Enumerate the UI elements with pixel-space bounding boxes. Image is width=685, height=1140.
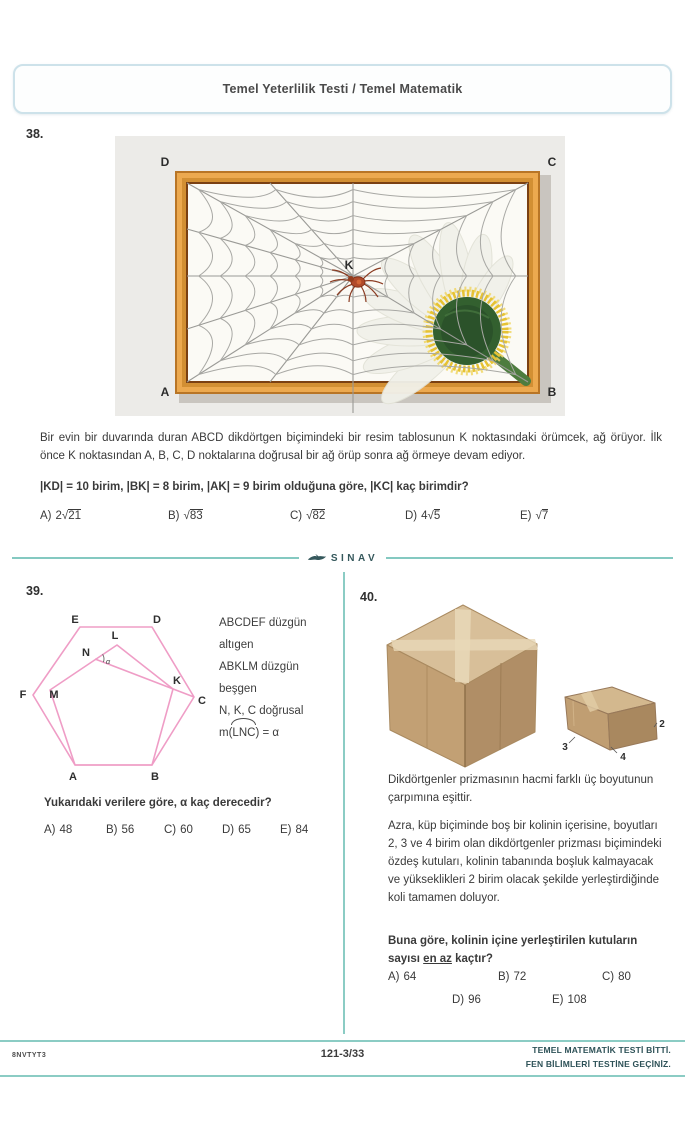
sinav-logo [299,553,386,564]
q38-options [40,509,665,527]
q39-label-d: D [153,614,161,626]
q39-label-b: B [151,771,159,783]
footer-page-number: 121-3/33 [320,1048,365,1060]
bird-icon [307,553,327,563]
footer-line-bottom [0,1075,685,1077]
divider-line-left [12,557,299,559]
q39-given-line: ABCDEF düzgün [219,617,307,629]
q38-option-a: A) 2√21 [40,510,82,522]
footer-line-top [0,1040,685,1042]
q39-label-a: A [69,771,77,783]
q40-dim-depth: 3 [562,742,568,753]
q39-options [44,824,336,842]
large-cube-box [387,605,538,767]
q39-given [219,612,341,744]
q39-number: 39. [26,584,44,598]
footer-note [526,1044,671,1071]
q40-option-d: D) 96 [452,994,481,1006]
q38-option-c: C) √82 [290,510,326,522]
q39-label-alpha: α [105,657,111,666]
q38-label-d: D [160,155,170,169]
page-header [13,64,672,114]
q40-options-row1 [388,971,668,989]
q38-number: 38. [26,127,44,141]
q38-option-d: D) 4√5 [405,510,441,522]
q38-label-k: K [344,258,354,272]
q40-paragraph-2: Azra, küp biçiminde boş bir kolinin içerisine, boyutları 2, 3 ve 4 birim olan dikdörtgenler prizması biçimindeki özdeş kutuları, kolinin tabanında boşluk kalmayacak ve yükseklikleri 2 birim olacak şekilde yerleştirdiğinde koli tamamen doluyor. [388,820,662,905]
q39-given-line: ABKLM düzgün [219,661,299,673]
q38-figure [115,136,565,416]
q38-label-a: A [160,385,170,399]
q38-label-c: C [547,155,557,169]
q40-paragraph-1: Dikdörtgenler prizmasının hacmi farklı üç boyutunun çarpımına eşittir. [388,774,654,805]
q39-label-f: F [19,689,27,701]
q39-label-l: L [111,630,119,642]
q40-option-c: C) 80 [602,971,631,983]
footer-booklet-code: 8NVTYT3 [12,1052,47,1059]
q40-number: 40. [360,590,378,604]
q38-text: Bir evin bir duvarında duran ABCD dikdörtgen biçimindeki bir resim tablosunun K noktasındaki örümcek, ağ örüyor. İlk önce K noktasından A, B, C, D noktalarına doğrusal bir ağ örüp sonra ağ örmeye devam ediyor. [40,432,662,462]
page-title: Temel Yeterlilik Testi / Temel Matematik [222,82,463,96]
q40-question: Buna göre, kolinin içine yerleştirilen kutuların sayısı en az kaçtır? [388,935,638,966]
footer-note-line1: TEMEL MATEMATİK TESTİ BİTTİ. [532,1045,671,1055]
q39-option-d: D) 65 [222,824,251,836]
q38-label-b: B [547,385,557,399]
q40-option-a: A) 64 [388,971,417,983]
q39-label-e: E [71,614,79,626]
underlined-en-az: en az [423,953,452,966]
q40-dim-height: 2 [659,719,665,730]
q38-question: |KD| = 10 birim, |BK| = 8 birim, |AK| = 9 birim olduğuna göre, |KC| kaç birimdir? [40,481,469,493]
section-divider [12,551,673,565]
q40-option-e: E) 108 [552,994,587,1006]
q39-figure [18,598,210,793]
q40-option-b: B) 72 [498,971,527,983]
q39-given-line: altıgen [219,639,254,651]
brand-name: SINAV [330,552,379,564]
q39-formula: m(LNC) = α [219,722,341,744]
q39-option-b: B) 56 [106,824,135,836]
footer-note-line2: FEN BİLİMLERİ TESTİNE GEÇİNİZ. [525,1058,671,1069]
q39-question: Yukarıdaki verilere göre, α kaç derecedir? [44,797,272,809]
alpha-angle-arc [103,654,104,662]
small-box [565,687,657,750]
q39-option-c: C) 60 [164,824,193,836]
divider-line-right [386,557,673,559]
q39-given-line: beşgen [219,683,257,695]
q39-label-c: C [198,695,206,707]
q38-option-e: E) √7 [520,510,549,522]
q40-figure [365,597,680,772]
q39-option-e: E) 84 [280,824,309,836]
q39-label-k: K [173,675,181,687]
q39-label-m: M [49,689,59,701]
q39-label-n: N [82,647,90,659]
pentagon-abklm [50,645,173,765]
q39-option-a: A) 48 [44,824,73,836]
q40-options-row2 [388,994,668,1012]
q38-option-b: B) √83 [168,510,203,522]
q39-given-line: N, K, C doğrusal [219,705,304,717]
q40-dim-width: 4 [620,752,626,763]
